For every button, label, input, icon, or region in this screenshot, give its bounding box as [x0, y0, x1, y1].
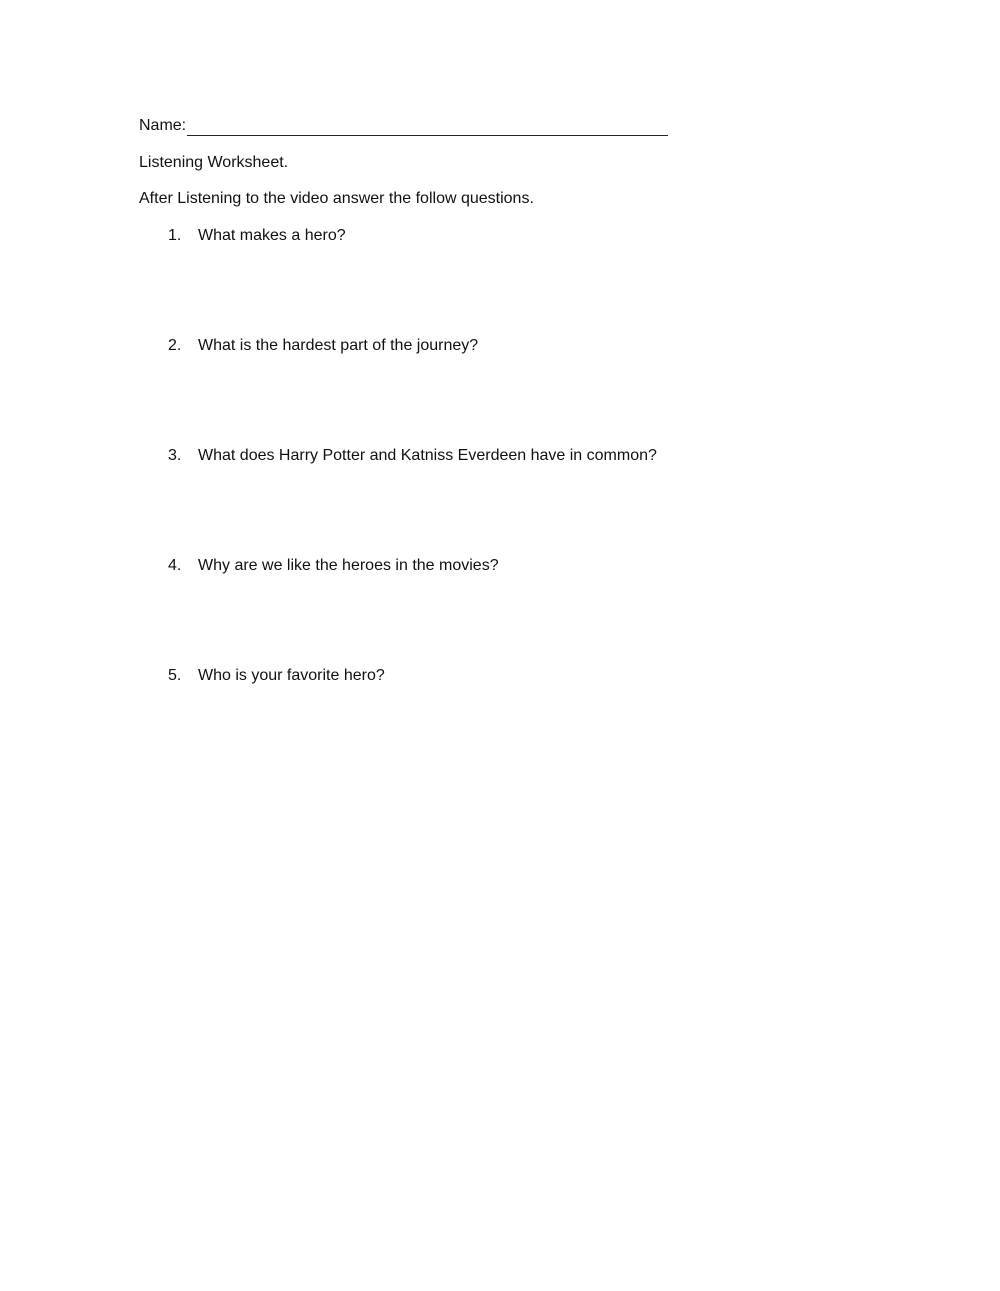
name-blank-line[interactable]: [187, 118, 668, 136]
question-item: [0, 226, 800, 248]
question-text: What is the hardest part of the journey?: [198, 337, 479, 354]
question-number: 1.: [168, 227, 182, 244]
question-item: [0, 666, 800, 688]
question-item: [0, 556, 800, 578]
name-label: Name:: [139, 117, 187, 134]
name-row: [139, 116, 668, 136]
worksheet-instructions: After Listening to the video answer the follow questions.: [139, 190, 534, 207]
question-number: 4.: [168, 557, 182, 574]
question-item: [0, 336, 800, 358]
question-text: What makes a hero?: [198, 227, 346, 244]
question-number: 5.: [168, 667, 182, 684]
question-item: [0, 446, 800, 468]
question-number: 2.: [168, 337, 182, 354]
worksheet-title: Listening Worksheet.: [139, 154, 289, 171]
question-text: Who is your favorite hero?: [198, 667, 385, 684]
question-number: 3.: [168, 447, 182, 464]
question-text: Why are we like the heroes in the movies?: [198, 557, 499, 574]
question-text: What does Harry Potter and Katniss Everdeen have in common?: [198, 447, 657, 464]
